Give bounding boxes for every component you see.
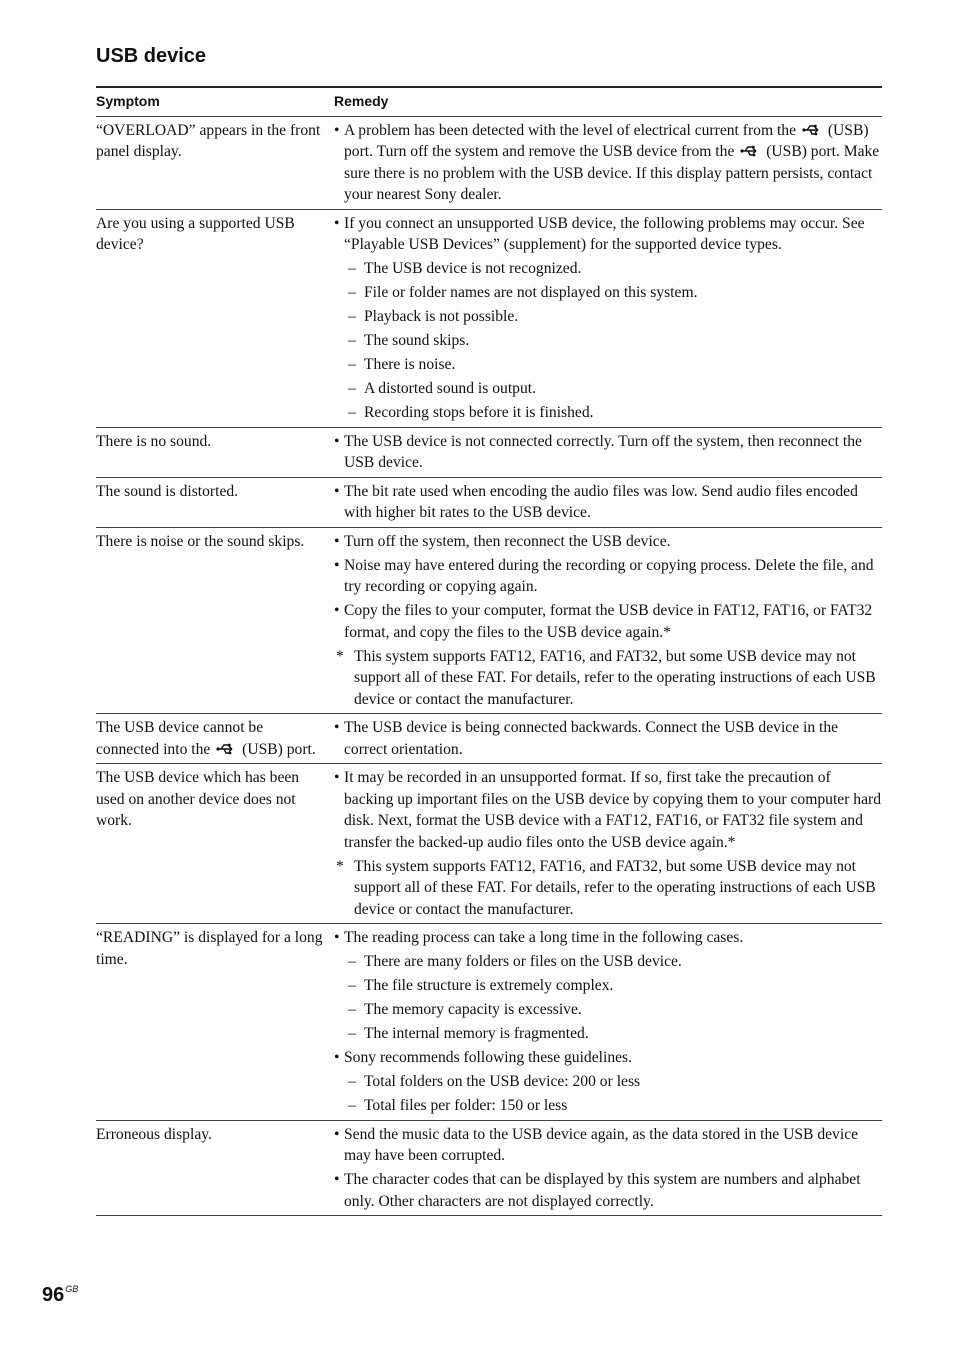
remedy-dash-item: – Total files per folder: 150 or less: [334, 1095, 882, 1117]
remedy-bullet: • The character codes that can be displayed by this system are numbers and alphabet only. Other characters are not displayed correctly.: [334, 1169, 882, 1212]
remedy-bullet: • Turn off the system, then reconnect the USB device.: [334, 531, 882, 553]
remedy-cell: [334, 116, 882, 209]
usb-icon: [802, 124, 822, 136]
symptom-cell: [96, 714, 334, 764]
remedy-cell: [334, 427, 882, 477]
remedy-cell: [334, 527, 882, 714]
symptom-cell: Erroneous display.: [96, 1120, 334, 1216]
remedy-bullet: • Send the music data to the USB device again, as the data stored in the USB device may have been corrupted.: [334, 1124, 882, 1167]
remedy-text: (USB) port. Turn off the system and remove the USB device from the: [344, 121, 869, 160]
table-row: [96, 924, 882, 1121]
remedy-dash-item: – The internal memory is fragmented.: [334, 1023, 882, 1045]
remedy-cell: [334, 477, 882, 527]
remedy-bullet: • If you connect an unsupported USB device, the following problems may occur. See “Playable USB Devices” (supplement) for the supported device types.: [334, 213, 882, 256]
remedy-text: (USB) port. Make sure there is no problem with the USB device. If this display pattern persists, contact your nearest Sony dealer.: [344, 143, 880, 203]
remedy-footnote: * This system supports FAT12, FAT16, and FAT32, but some USB device may not support all of these FAT. For details, refer to the operating instructions of each USB device or contact the manufacturer.: [334, 856, 882, 921]
remedy-dash-item: – The memory capacity is excessive.: [334, 999, 882, 1021]
remedy-bullet: • It may be recorded in an unsupported format. If so, first take the precaution of backing up important files on the USB device by copying them to your computer hard disk. Next, format the USB device with a FAT12, FAT16, or FAT32 file system and transfer the backed-up audio files onto the USB device again.*: [334, 767, 882, 853]
remedy-header: Remedy: [334, 87, 882, 116]
remedy-dash-item: – The USB device is not recognized.: [334, 258, 882, 280]
symptom-text: The USB device cannot be connected into the: [96, 719, 264, 758]
remedy-dash-item: – There is noise.: [334, 354, 882, 376]
remedy-cell: [334, 714, 882, 764]
remedy-dash-item: – There are many folders or files on the USB device.: [334, 951, 882, 973]
table-row: [96, 714, 882, 764]
remedy-dash-item: – Total folders on the USB device: 200 or less: [334, 1071, 882, 1093]
remedy-bullet: [334, 120, 882, 206]
troubleshooting-table: [96, 86, 882, 1216]
table-row: [96, 477, 882, 527]
remedy-dash-item: – File or folder names are not displayed on this system.: [334, 282, 882, 304]
table-row: [96, 209, 882, 427]
section-title: USB device: [96, 45, 207, 67]
remedy-text: A problem has been detected with the level of electrical current from the: [344, 121, 797, 139]
remedy-cell: [334, 1120, 882, 1216]
usb-icon: [740, 145, 760, 157]
symptom-cell: The USB device which has been used on another device does not work.: [96, 764, 334, 924]
remedy-cell: [334, 924, 882, 1121]
remedy-footnote: * This system supports FAT12, FAT16, and FAT32, but some USB device may not support all of these FAT. For details, refer to the operating instructions of each USB device or contact the manufacturer.: [334, 646, 882, 711]
table-row: [96, 527, 882, 714]
remedy-bullet: • Noise may have entered during the recording or copying process. Delete the file, and try recording or copying again.: [334, 555, 882, 598]
symptom-cell: “READING” is displayed for a long time.: [96, 924, 334, 1121]
table-row: [96, 116, 882, 209]
symptom-cell: The sound is distorted.: [96, 477, 334, 527]
table-header-row: [96, 87, 882, 116]
remedy-cell: [334, 209, 882, 427]
symptom-cell: “OVERLOAD” appears in the front panel display.: [96, 116, 334, 209]
symptom-cell: There is noise or the sound skips.: [96, 527, 334, 714]
table-row: [96, 1120, 882, 1216]
symptom-text: (USB) port.: [242, 740, 316, 758]
remedy-dash-item: – Playback is not possible.: [334, 306, 882, 328]
symptom-header: Symptom: [96, 87, 334, 116]
page-number: [42, 1284, 78, 1307]
remedy-bullet: • The reading process can take a long time in the following cases.: [334, 927, 882, 949]
table-row: [96, 764, 882, 924]
remedy-bullet: • The USB device is being connected backwards. Connect the USB device in the correct orientation.: [334, 717, 882, 760]
remedy-bullet: • Copy the files to your computer, format the USB device in FAT12, FAT16, or FAT32 format, and copy the files to the USB device again.*: [334, 600, 882, 643]
page-number-value: 96: [42, 1284, 65, 1306]
remedy-bullet: • The bit rate used when encoding the audio files was low. Send audio files encoded with higher bit rates to the USB device.: [334, 481, 882, 524]
remedy-dash-item: – The sound skips.: [334, 330, 882, 352]
remedy-dash-item: – The file structure is extremely complex.: [334, 975, 882, 997]
page-number-suffix: GB: [65, 1284, 79, 1294]
usb-icon: [216, 743, 236, 755]
remedy-dash-item: – Recording stops before it is finished.: [334, 402, 882, 424]
remedy-bullet: • The USB device is not connected correctly. Turn off the system, then reconnect the USB device.: [334, 431, 882, 474]
remedy-dash-item: – A distorted sound is output.: [334, 378, 882, 400]
symptom-cell: Are you using a supported USB device?: [96, 209, 334, 427]
remedy-cell: [334, 764, 882, 924]
symptom-cell: There is no sound.: [96, 427, 334, 477]
table-row: [96, 427, 882, 477]
remedy-bullet: • Sony recommends following these guidelines.: [334, 1047, 882, 1069]
